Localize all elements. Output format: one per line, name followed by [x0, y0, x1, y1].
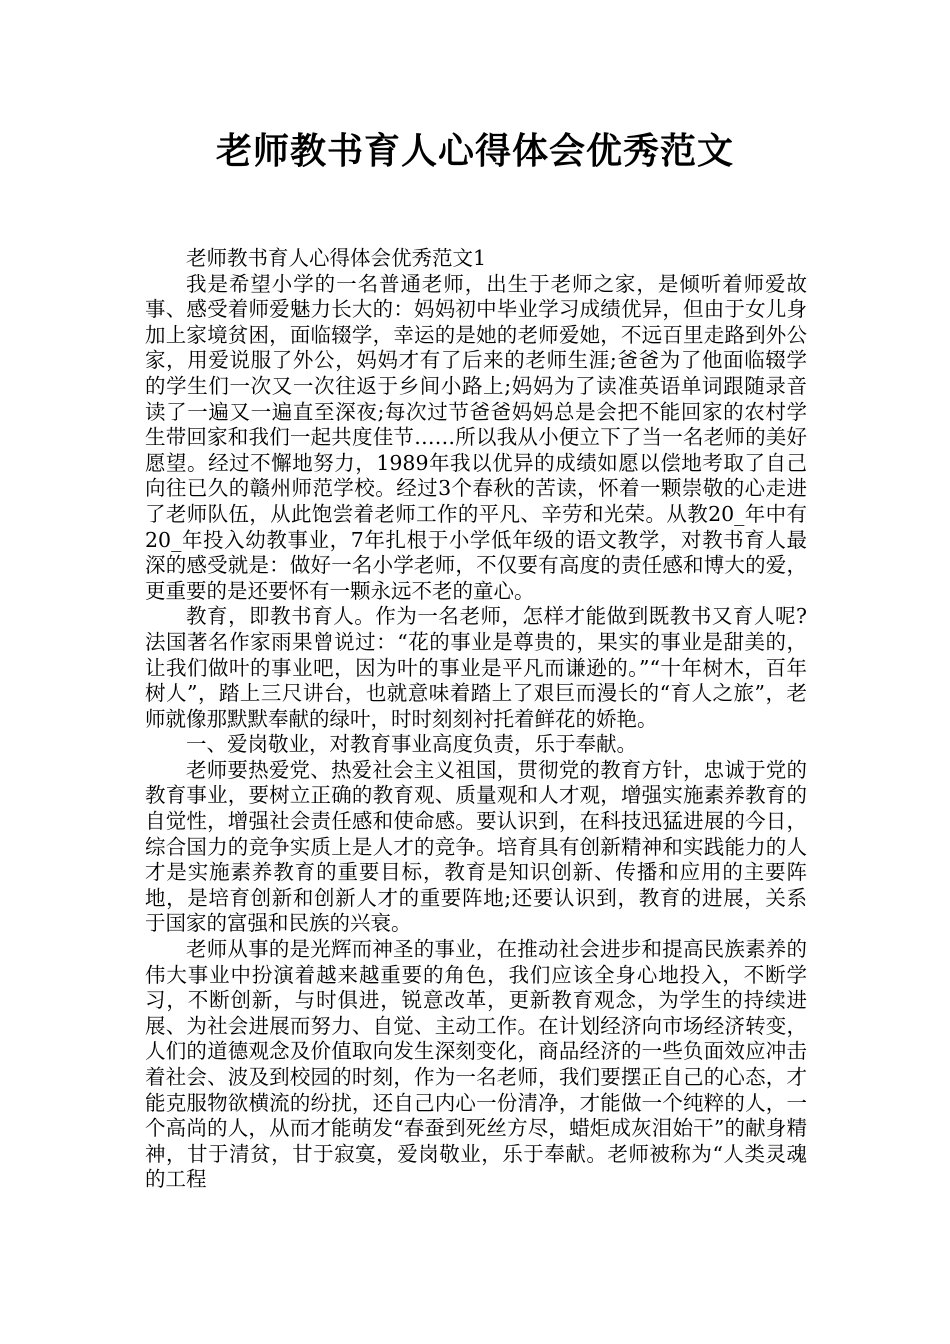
document-body: [145, 246, 807, 1193]
paragraph: 老师从事的是光辉而神圣的事业，在推动社会进步和提高民族素养的伟大事业中扮演着越来越重要的角色，我们应该全身心地投入，不断学习，不断创新，与时俱进，锐意改革，更新教育观念，为学生的持续进展、为社会进展而努力、自觉、主动工作。在计划经济向市场经济转变，人们的道德观念及价值取向发生深刻变化，商品经济的一些负面效应冲击着社会、波及到校园的时刻，作为一名老师，我们要摆正自己的心态，才能克服物欲横流的纷扰，还自己内心一份清净，才能做一个纯粹的人，一个高尚的人，从而才能萌发“春蚕到死丝方尽，蜡炬成灰泪始干”的献身精神，甘于清贫，甘于寂寞，爱岗敬业，乐于奉献。老师被称为“人类灵魂的工程: [145, 937, 807, 1192]
paragraph: 教育，即教书育人。作为一名老师，怎样才能做到既教书又育人呢?法国著名作家雨果曾说过：“花的事业是尊贵的，果实的事业是甜美的，让我们做叶的事业吧，因为叶的事业是平凡而谦逊的。”“十年树木，百年树人”，踏上三尺讲台，也就意味着踏上了艰巨而漫长的“育人之旅”，老师就像那默默奉献的绿叶，时时刻刻衬托着鲜花的娇艳。: [145, 604, 807, 731]
paragraph: 我是希望小学的一名普通老师，出生于老师之家，是倾听着师爱故事、感受着师爱魅力长大的：妈妈初中毕业学习成绩优异，但由于女儿身加上家境贫困，面临辍学，幸运的是她的老师爱她，不远百里走路到外公家，用爱说服了外公，妈妈才有了后来的老师生涯;爸爸为了他面临辍学的学生们一次又一次往返于乡间小路上;妈妈为了读准英语单词跟随录音读了一遍又一遍直至深夜;每次过节爸爸妈妈总是会把不能回家的农村学生带回家和我们一起共度佳节……所以我从小便立下了当一名老师的美好愿望。经过不懈地努力，1989年我以优异的成绩如愿以偿地考取了自己向往已久的赣州师范学校。经过3个春秋的苦读，怀着一颗崇敬的心走进了老师队伍，从此饱尝着老师工作的平凡、辛劳和光荣。从教20_年中有20_年投入幼教事业，7年扎根于小学低年级的语文教学，对教书育人最深的感受就是：做好一名小学老师，不仅要有高度的责任感和博大的爱，更重要的是还要怀有一颗永远不老的童心。: [145, 271, 807, 603]
document-title: 老师教书育人心得体会优秀范文: [215, 131, 734, 172]
subsection-heading: 一、爱岗敬业，对教育事业高度负责，乐于奉献。: [186, 732, 637, 757]
section-heading: 老师教书育人心得体会优秀范文1: [186, 246, 487, 270]
paragraph: 老师要热爱党、热爱社会主义祖国，贯彻党的教育方针，忠诚于党的教育事业，要树立正确的教育观、质量观和人才观，增强实施素养教育的自觉性，增强社会责任感和使命感。要认识到，在科技迅猛进展的今日，综合国力的竞争实质上是人才的竞争。培育具有创新精神和实践能力的人才是实施素养教育的重要目标，教育是知识创新、传播和应用的主要阵地，是培育创新和创新人才的重要阵地;还要认识到，教育的进展，关系于国家的富强和民族的兴衰。: [145, 757, 807, 936]
